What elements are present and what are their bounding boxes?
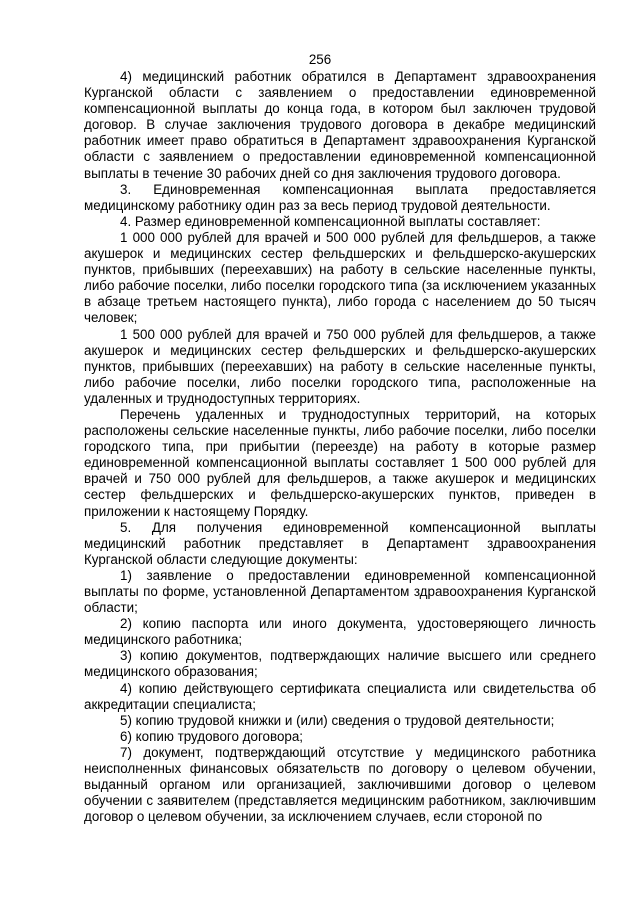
paragraph-remote-territories-list: Перечень удаленных и труднодоступных территорий, на которых расположены сельские населенные пункты, либо рабочие поселки, либо поселки городского типа, при прибытии (переезде) на работу в которые размер единовременной компенсационной выплаты составляет 1 500 000 рублей для врачей и 750 000 рублей для фельдшеров, а также акушерок и медицинских сестер фельдшерских и фельдшерско-акушерских пунктов, приведен в приложении к настоящему Порядку. bbox=[84, 406, 596, 519]
paragraph-item-4-application-deadline: 4) медицинский работник обратился в Департамент здравоохранения Курганской области с заявлением о предоставлении единовременной компенсационной выплаты до конца года, в котором был заключен трудовой договор. В случае заключения трудового договора в декабре медицинский работник имеет право обратиться в Департамент здравоохранения Курганской области с заявлением о предоставлении единовременной компенсационной выплаты в течение 30 рабочих дней со дня заключения трудового договора. bbox=[84, 69, 596, 181]
list-item-employment-contract-copy: 6) копию трудового договора; bbox=[120, 728, 304, 744]
paragraph-5-required-documents: 5. Для получения единовременной компенсационной выплаты медицинский работник представляет в Департамент здравоохранения Курганской области следующие документы: bbox=[84, 519, 596, 567]
list-item-passport-copy: 2) копию паспорта или иного документа, удостоверяющего личность медицинского работника; bbox=[84, 616, 596, 648]
list-item-no-obligations-document: 7) документ, подтверждающий отсутствие у медицинского работника неисполненных финансовых обязательств по договору о целевом обучении, выданный органом или организацией, заключившими договор о целевом обучении с заявителем (представляется медицинским работником, заключившим договор о целевом обучении, за исключением случаев, если стороной по bbox=[84, 744, 596, 825]
page-number: 256 bbox=[308, 52, 332, 67]
paragraph-amount-1500000: 1 500 000 рублей для врачей и 750 000 рублей для фельдшеров, а также акушерок и медицинских сестер фельдшерских и фельдшерско-акушерских пунктов, прибывших (переехавших) на работу в сельские населенные пункты, либо рабочие поселки, либо поселки городского типа, расположенные на удаленных и труднодоступных территориях. bbox=[84, 326, 596, 406]
document-body bbox=[84, 69, 596, 825]
list-item-work-book-copy: 5) копию трудовой книжки и (или) сведения о трудовой деятельности; bbox=[120, 712, 555, 728]
list-item-education-documents: 3) копию документов, подтверждающих наличие высшего или среднего медицинского образования; bbox=[84, 648, 596, 680]
paragraph-3-once-per-career: 3. Единовременная компенсационная выплата предоставляется медицинскому работнику один раз за весь период трудовой деятельности. bbox=[84, 181, 596, 213]
list-item-certificate-copy: 4) копию действующего сертификата специалиста или свидетельства об аккредитации специалиста; bbox=[84, 680, 596, 712]
paragraph-4-payment-amount: 4. Размер единовременной компенсационной выплаты составляет: bbox=[120, 213, 541, 229]
paragraph-amount-1000000: 1 000 000 рублей для врачей и 500 000 рублей для фельдшеров, а также акушерок и медицинских сестер фельдшерских и фельдшерско-акушерских пунктов, прибывших (переехавших) на работу в сельские населенные пункты, либо рабочие поселки, либо поселки городского типа (за исключением указанных в абзаце третьем настоящего пункта), либо города с населением до 50 тысяч человек; bbox=[84, 229, 596, 326]
list-item-application: 1) заявление о предоставлении единовременной компенсационной выплаты по форме, установленной Департаментом здравоохранения Курганской области; bbox=[84, 567, 596, 616]
